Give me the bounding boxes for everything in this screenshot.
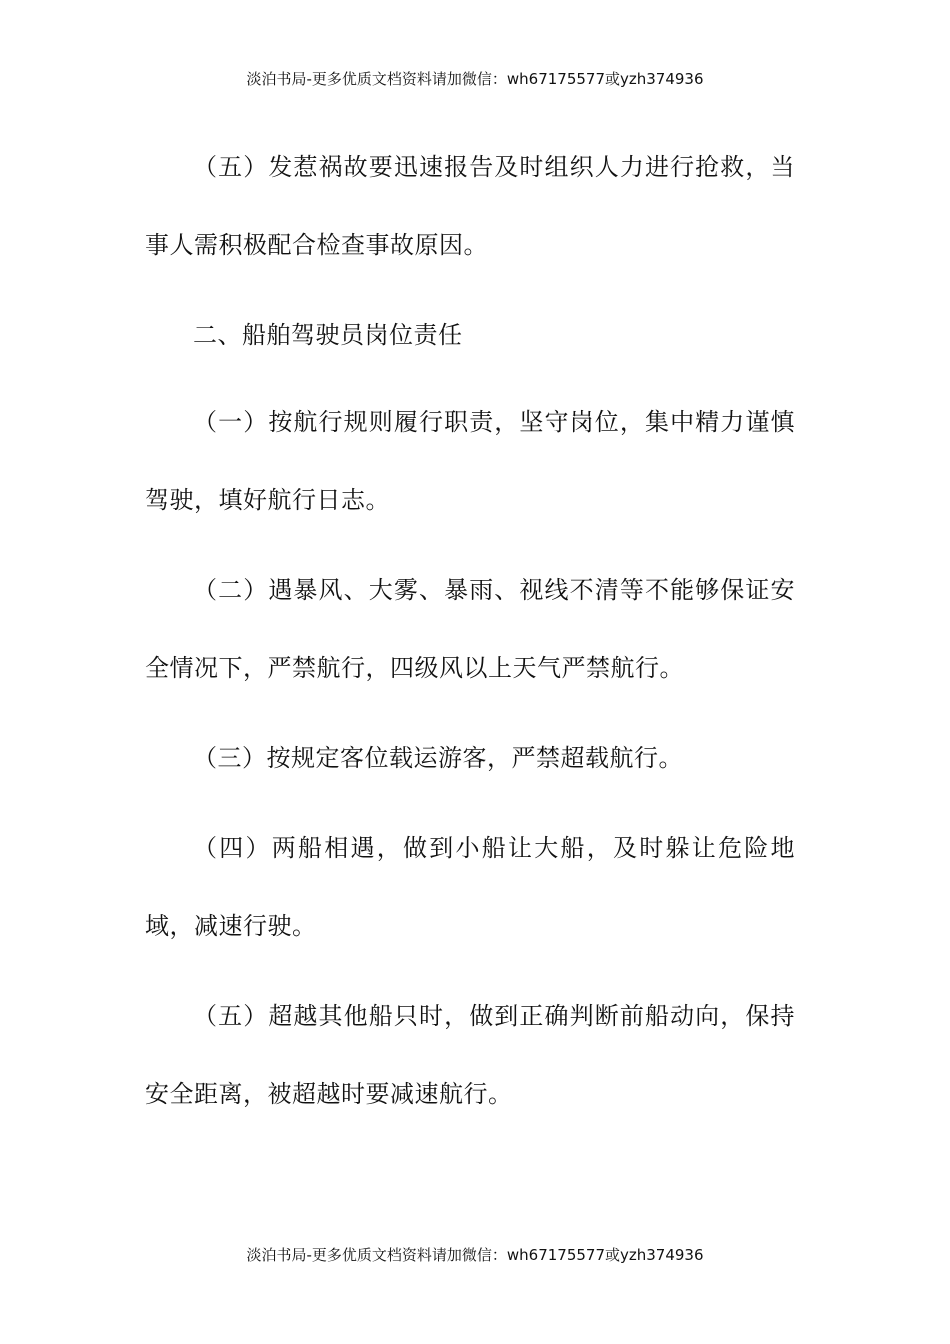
paragraph-accident-report: （五）发惹祸故要迅速报告及时组织人力进行抢救，当事人需积极配合检查事故原因。 xyxy=(145,153,795,259)
paragraph-duty-2: （二）遇暴风、大雾、暴雨、视线不清等不能够保证安全情况下，严禁航行，四级风以上天气严禁航行。 xyxy=(145,576,795,682)
paragraph-duty-3: （三）按规定客位载运游客，严禁超载航行。 xyxy=(193,744,683,772)
paragraph-duty-4: （四）两船相遇，做到小船让大船，及时躲让危险地域，减速行驶。 xyxy=(145,834,795,940)
paragraph-duty-1: （一）按航行规则履行职责，坚守岗位，集中精力谨慎驾驶，填好航行日志。 xyxy=(145,408,795,514)
header-banner: 淡泊书局-更多优质文档资料请加微信：wh67175577或yzh374936 xyxy=(246,70,704,88)
paragraph-duty-5: （五）超越其他船只时，做到正确判断前船动向，保持安全距离，被超越时要减速航行。 xyxy=(145,1002,795,1108)
footer-banner: 淡泊书局-更多优质文档资料请加微信：wh67175577或yzh374936 xyxy=(246,1246,704,1264)
section-heading-pilot-duties: 二、船舶驾驶员岗位责任 xyxy=(193,321,463,349)
document-body xyxy=(145,128,795,1145)
